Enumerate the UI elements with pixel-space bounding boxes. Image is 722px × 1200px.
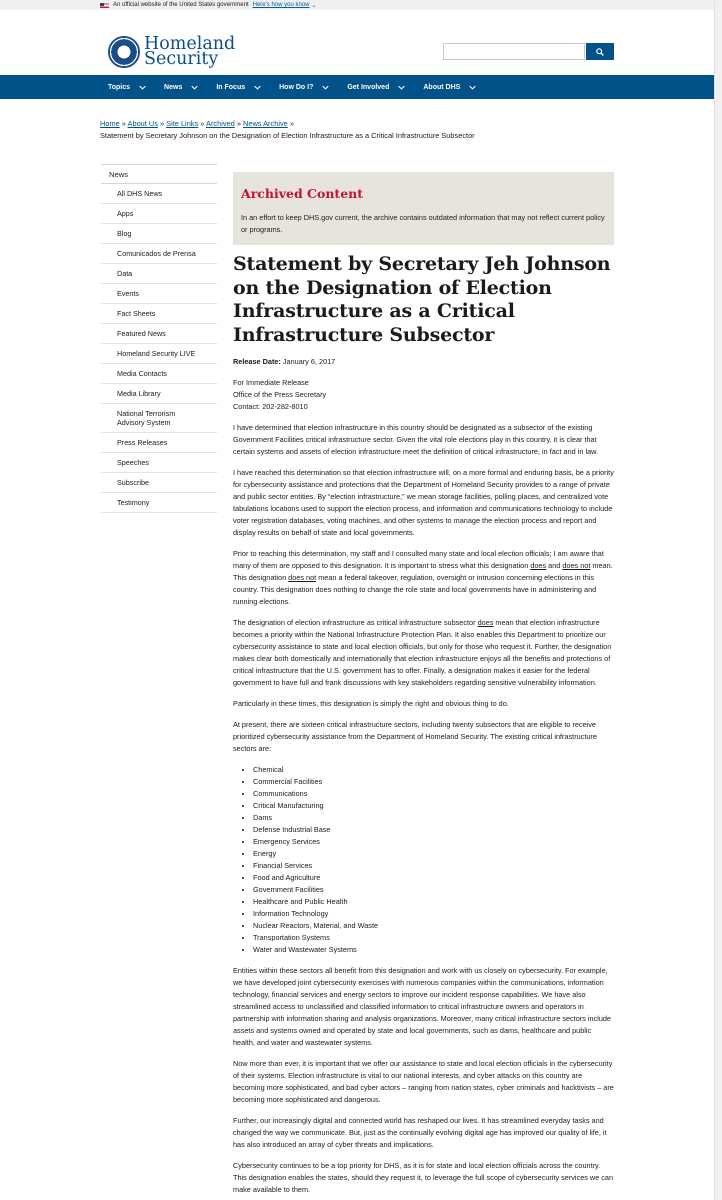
list-item: • Defense Industrial Base (253, 824, 614, 836)
page-title: Statement by Secretary Jeh Johnson on the Designation of Election Infrastructure as a Critical Infrastructure Subsector (233, 253, 611, 346)
paragraph: Cybersecurity continues to be a top priority for DHS, as it is for state and local election officials across the country. This designation enables the states, should they request it, to leverage the full scope of cybersecurity services we can make available to them. (233, 1161, 614, 1194)
paragraph: The designation of election infrastructure as critical infrastructure subsector does mean that election infrastructure becomes a priority within the National Infrastructure Protection Plan. It also enables this Department to prioritize our cybersecurity assistance to state and local election officials, but only for those who request it. Further, the designation makes clear both domestically and internationally that election infrastructure enjoys all the benefits and protections of critical infrastructure that the U.S. government has to offer. Finally, a designation makes it easier for the federal government to have full and frank discussions with key stakeholders regarding sensitive vulnerability information. (233, 618, 612, 687)
nav-about-dhs[interactable]: About DHS (423, 84, 476, 91)
search-input[interactable] (443, 43, 585, 60)
list-item: • Emergency Services (253, 836, 614, 848)
nav-get-involved[interactable]: Get Involved (347, 84, 405, 91)
paragraph: Further, our increasingly digital and connected world has reshaped our lives. It has streamlined everyday tasks and changed the way we communicate. But, just as the continually evolving digital age has improved our quality of life, it has also introduced an array of cyber threats and implications. (233, 1116, 607, 1149)
release-date-label: Release Date: (233, 357, 281, 366)
breadcrumb-archived[interactable]: Archived (206, 119, 235, 128)
sidebar-item-ntas[interactable]: National Terrorism Advisory System (101, 404, 217, 433)
list-item: • Financial Services (253, 860, 614, 872)
sidebar-item-speeches[interactable]: Speeches (101, 453, 217, 473)
archived-notice (233, 172, 614, 245)
search-icon (596, 48, 604, 56)
paragraph: Particularly in these times, this designation is simply the right and obvious thing to do. (233, 699, 509, 708)
list-item: • Government Facilities (253, 884, 614, 896)
sidebar-item-subscribe[interactable]: Subscribe (101, 473, 217, 493)
list-item: • Information Technology (253, 908, 614, 920)
sidebar-item-comunicados[interactable]: Comunicados de Prensa (101, 244, 217, 264)
sidebar-item-featured-news[interactable]: Featured News (101, 324, 217, 344)
sidebar-item-fact-sheets[interactable]: Fact Sheets (101, 304, 217, 324)
list-item: • Healthcare and Public Health (253, 896, 614, 908)
sidebar-heading[interactable]: News (101, 164, 217, 184)
paragraph: I have reached this determination so that election infrastructure will, on a more formal and enduring basis, be a priority for cybersecurity assistance and protections that the Department of Homeland Security provides to a range of private and public sector entities. By “election infrastructure,” we mean storage facilities, polling places, and centralized vote tabulations locations used to support the election process, and information and communications technology to include voter registration databases, voting machines, and other systems to manage the election process and report and display results on behalf of state and local governments. (233, 468, 614, 537)
paragraph: At present, there are sixteen critical infrastructure sectors, including twenty subsectors that are eligible to receive prioritized cybersecurity assistance from the Department of Homeland Security. The existing critical infrastructure sectors are: (233, 720, 597, 753)
site-header (0, 10, 722, 75)
breadcrumb-home[interactable]: Home (100, 119, 120, 128)
archived-title: Archived Content (241, 186, 364, 201)
breadcrumb-news-archive[interactable]: News Archive (243, 119, 288, 128)
gov-banner (0, 0, 722, 10)
contact-line: Contact: 202-282-8010 (233, 402, 308, 411)
sidebar-item-events[interactable]: Events (101, 284, 217, 304)
chevron-down-icon (254, 84, 261, 91)
list-item: • Nuclear Reactors, Material, and Waste (253, 920, 614, 932)
sidebar-item-testimony[interactable]: Testimony (101, 493, 217, 513)
release-date-value: January 6, 2017 (282, 357, 336, 366)
list-item: • Commercial Facilities (253, 776, 614, 788)
sectors-list (253, 764, 614, 956)
scrollbar[interactable] (714, 0, 722, 1200)
list-item: • Water and Wastewater Systems (253, 944, 614, 956)
sidebar-item-homeland-security-live[interactable]: Homeland Security LIVE (101, 344, 217, 364)
sidebar-nav (101, 164, 217, 513)
sidebar-item-all-dhs-news[interactable]: All DHS News (101, 184, 217, 204)
search-button[interactable] (586, 43, 614, 60)
nav-news[interactable]: News (164, 84, 198, 91)
list-item: • Chemical (253, 764, 614, 776)
list-item: • Dams (253, 812, 614, 824)
breadcrumb: Home » About Us » Site Links » Archived » News Archive » Statement by Secretary Johnson on the Designation of Election Infrastructure as a Critical Infrastructure Subsector (100, 119, 475, 140)
chevron-down-icon (469, 84, 476, 91)
chevron-down-icon: ⌄ (311, 2, 317, 9)
nav-in-focus[interactable]: In Focus (216, 84, 261, 91)
paragraph: I have determined that election infrastructure in this country should be designated as a subsector of the existing Government Facilities critical infrastructure sector. Given the vital role elections play in this country, it is clear that certain systems and assets of election infrastructure meet the definition of critical infrastructure, in fact and in law. (233, 423, 599, 456)
site-logo-text[interactable]: Homeland Security (144, 34, 236, 69)
breadcrumb-current: Statement by Secretary Johnson on the Designation of Election Infrastructure as a Critical Infrastructure Subsector (100, 131, 475, 140)
sidebar-item-press-releases[interactable]: Press Releases (101, 433, 217, 453)
gov-banner-text: An official website of the United States government (113, 2, 249, 8)
list-item: • Critical Manufacturing (253, 800, 614, 812)
breadcrumb-about-us[interactable]: About Us (127, 119, 158, 128)
sidebar-item-media-contacts[interactable]: Media Contacts (101, 364, 217, 384)
nav-topics[interactable]: Topics (108, 84, 146, 91)
nav-how-do-i[interactable]: How Do I? (279, 84, 329, 91)
paragraph: Prior to reaching this determination, my staff and I consulted many state and local election officials; I am aware that many of them are opposed to this designation. It is important to stress what this designation does and does not mean. This designation does not mean a federal takeover, regulation, oversight or intrusion concerning elections in this country. This designation does nothing to change the role state and local governments have in administering and running elections. (233, 549, 613, 606)
release-date (233, 357, 614, 366)
chevron-down-icon (398, 84, 405, 91)
list-item: • Energy (253, 848, 614, 860)
contact-line: Office of the Press Secretary (233, 390, 327, 399)
chevron-down-icon (322, 84, 329, 91)
chevron-down-icon (139, 84, 146, 91)
paragraph: Now more than ever, it is important that we offer our assistance to state and local election officials in the cybersecurity of their systems. Election infrastructure is vital to our national interests, and cyber attacks on this country are becoming more sophisticated, and bad cyber actors – ranging from nation states, cyber criminals and hacktivists – are becoming more sophisticated and dangerous. (233, 1059, 614, 1104)
list-item: • Transportation Systems (253, 932, 614, 944)
heres-how-you-know-link[interactable]: Here's how you know (252, 2, 310, 8)
dhs-seal-icon[interactable] (108, 36, 140, 68)
list-item: • Communications (253, 788, 614, 800)
sidebar-item-data[interactable]: Data (101, 264, 217, 284)
contact-line: For Immediate Release (233, 378, 309, 387)
paragraph: Entities within these sectors all benefit from this designation and work with us closely on cybersecurity. For example, we have developed joint cybersecurity exercises with numerous companies within the communications, information technology, financial services and energy sectors to improve our incident response capabilities. We have also streamlined access to unclassified and classified information to critical infrastructure owners and operators in partnership with information sharing and analysis organizations. Moreover, many critical infrastructure sectors include assets and systems owned and operated by state and local governments, such as dams, healthcare and public health, and water and wastewater systems. (233, 966, 611, 1047)
breadcrumb-site-links[interactable]: Site Links (166, 119, 199, 128)
archived-text: In an effort to keep DHS.gov current, the archive contains outdated information that may not reflect current policy or programs. (241, 213, 605, 234)
chevron-down-icon (191, 84, 198, 91)
sidebar-item-apps[interactable]: Apps (101, 204, 217, 224)
sidebar-item-blog[interactable]: Blog (101, 224, 217, 244)
us-flag-icon (100, 3, 109, 8)
list-item: • Food and Agriculture (253, 872, 614, 884)
main-content (233, 172, 614, 1196)
sidebar-item-media-library[interactable]: Media Library (101, 384, 217, 404)
contact-block (233, 377, 614, 413)
main-nav (0, 75, 714, 99)
